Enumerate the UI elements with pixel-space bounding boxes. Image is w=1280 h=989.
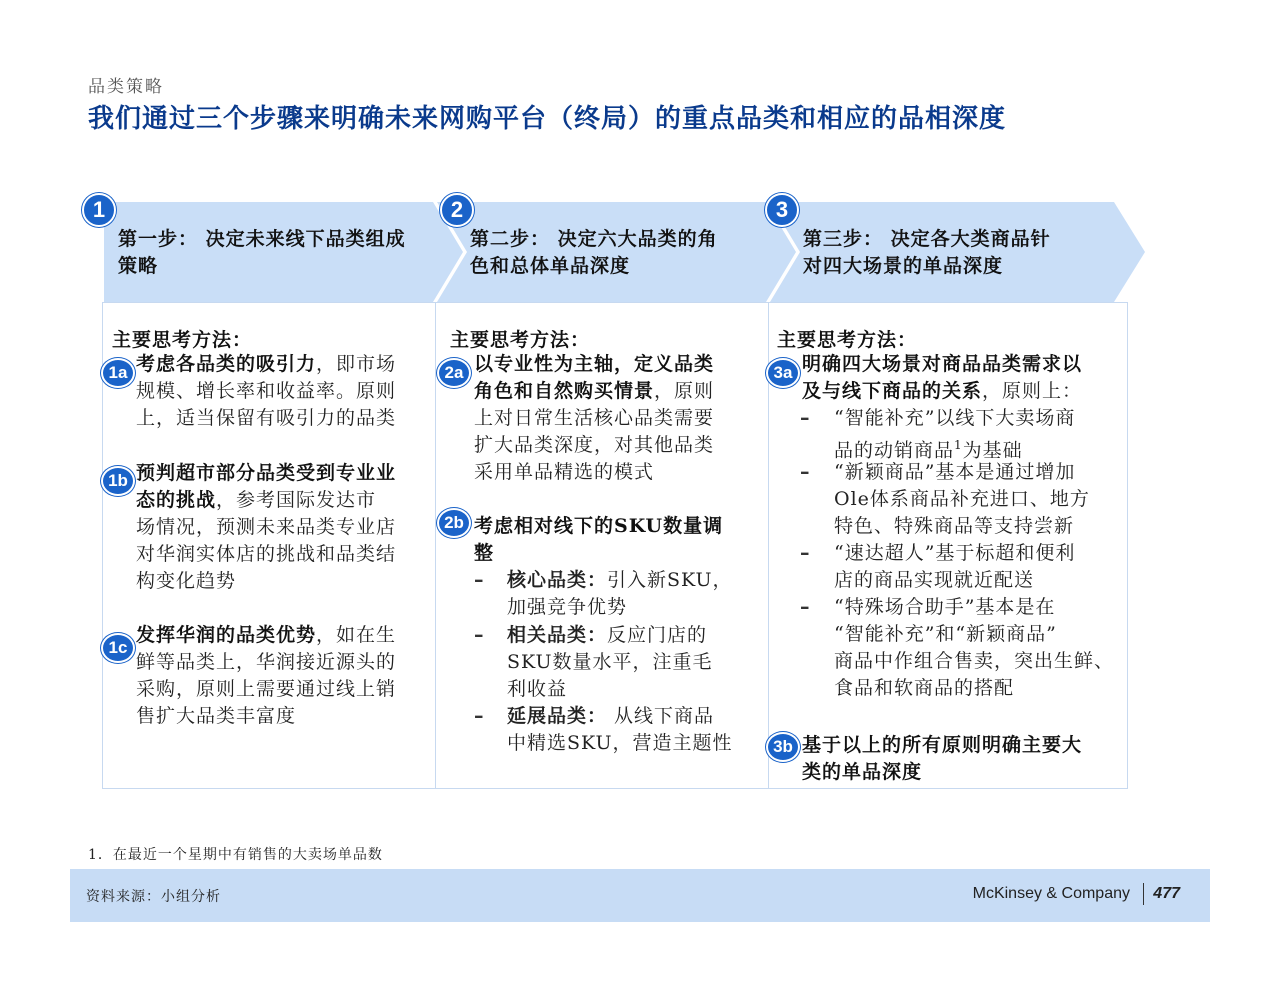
item-1a: 考虑各品类的吸引力，即市场 规模、增长率和收益率。原则 上，适当保留有吸引力的品类 xyxy=(136,353,397,429)
dash-2-2: – xyxy=(474,624,484,646)
footer-bar xyxy=(70,869,1210,922)
footnote: 1．在最近一个星期中有销售的大卖场单品数 xyxy=(88,847,383,863)
sub-item-special-occasion: “特殊场合助手”基本是在 “智能补充”和“新颖商品” 商品中作组合售卖，突出生鲜、 食品和软商品的搭配 xyxy=(834,596,1115,699)
dash-2-3: – xyxy=(474,705,484,727)
step-2-number: 2 xyxy=(440,193,474,227)
dash-3-4: – xyxy=(800,596,810,618)
column-1-label: 主要思考方法： xyxy=(112,329,253,351)
dash-3-2: – xyxy=(800,461,810,483)
step-2-heading: 第二步： 决定六大品类的角 色和总体单品深度 xyxy=(470,228,718,277)
sub-item-smart-refill: “智能补充”以线下大卖场商 品的动销商品$^1$为基础 xyxy=(834,407,1076,462)
badge-2a: 2a xyxy=(437,358,471,388)
sub-item-extended: 延展品类： 从线下商品 中精选SKU，营造主题性 xyxy=(507,705,733,754)
item-3a: 明确四大场景对商品品类需求以 及与线下商品的关系，原则上： xyxy=(802,353,1083,402)
item-3b: 基于以上的所有原则明确主要大 类的单品深度 xyxy=(802,734,1083,783)
sub-item-express: “速达超人”基于标超和便利 店的商品实现就近配送 xyxy=(834,542,1076,591)
badge-2b: 2b xyxy=(437,508,471,538)
source-note: 资料来源：小组分析 xyxy=(86,889,221,905)
brand-name: McKinsey & Company xyxy=(972,885,1130,902)
item-1c: 发挥华润的品类优势，如在生 鲜等品类上，华润接近源头的 采购，原则上需要通过线上销 售扩大品类丰富度 xyxy=(136,624,397,727)
column-3-label: 主要思考方法： xyxy=(777,329,918,351)
page-number: 477 xyxy=(1153,885,1180,902)
badge-1b: 1b xyxy=(101,466,135,496)
sub-item-related: 相关品类：反应门店的 SKU数量水平，注重毛 利收益 xyxy=(507,624,713,700)
page-title: 我们通过三个步骤来明确未来网购平台（终局）的重点品类和相应的品相深度 xyxy=(88,104,1007,134)
sub-item-core: 核心品类：引入新SKU， 加强竞争优势 xyxy=(507,569,733,618)
footer-separator xyxy=(1143,883,1144,905)
step-3-heading: 第三步： 决定各大类商品针 对四大场景的单品深度 xyxy=(803,228,1051,277)
badge-3b: 3b xyxy=(766,732,800,762)
step-1-heading: 第一步： 决定未来线下品类组成 策略 xyxy=(118,228,406,277)
column-2-label: 主要思考方法： xyxy=(450,329,591,351)
item-2b: 考虑相对线下的SKU数量调 整 xyxy=(474,515,724,564)
badge-1c: 1c xyxy=(101,633,135,663)
item-2a: 以专业性为主轴，定义品类 角色和自然购买情景，原则 上对日常生活核心品类需要 扩大品类深度，对其他品类 采用单品精选的模式 xyxy=(474,353,715,483)
dash-3-3: – xyxy=(800,542,810,564)
dash-3-1: – xyxy=(800,407,810,429)
dash-2-1: – xyxy=(474,569,484,591)
sub-item-novel-goods: “新颖商品”基本是通过增加 Ole体系商品补充进口、地方 特色、特殊商品等支持尝新 xyxy=(834,461,1090,537)
tracker: 品类策略 xyxy=(88,77,164,97)
step-3-number: 3 xyxy=(765,193,799,227)
badge-1a: 1a xyxy=(101,358,135,388)
item-1b: 预判超市部分品类受到专业业 态的挑战，参考国际发达市 场情况，预测未来品类专业店 对华润实体店的挑战和品类结 构变化趋势 xyxy=(136,462,397,592)
badge-3a: 3a xyxy=(766,358,800,388)
step-1-number: 1 xyxy=(82,193,116,227)
